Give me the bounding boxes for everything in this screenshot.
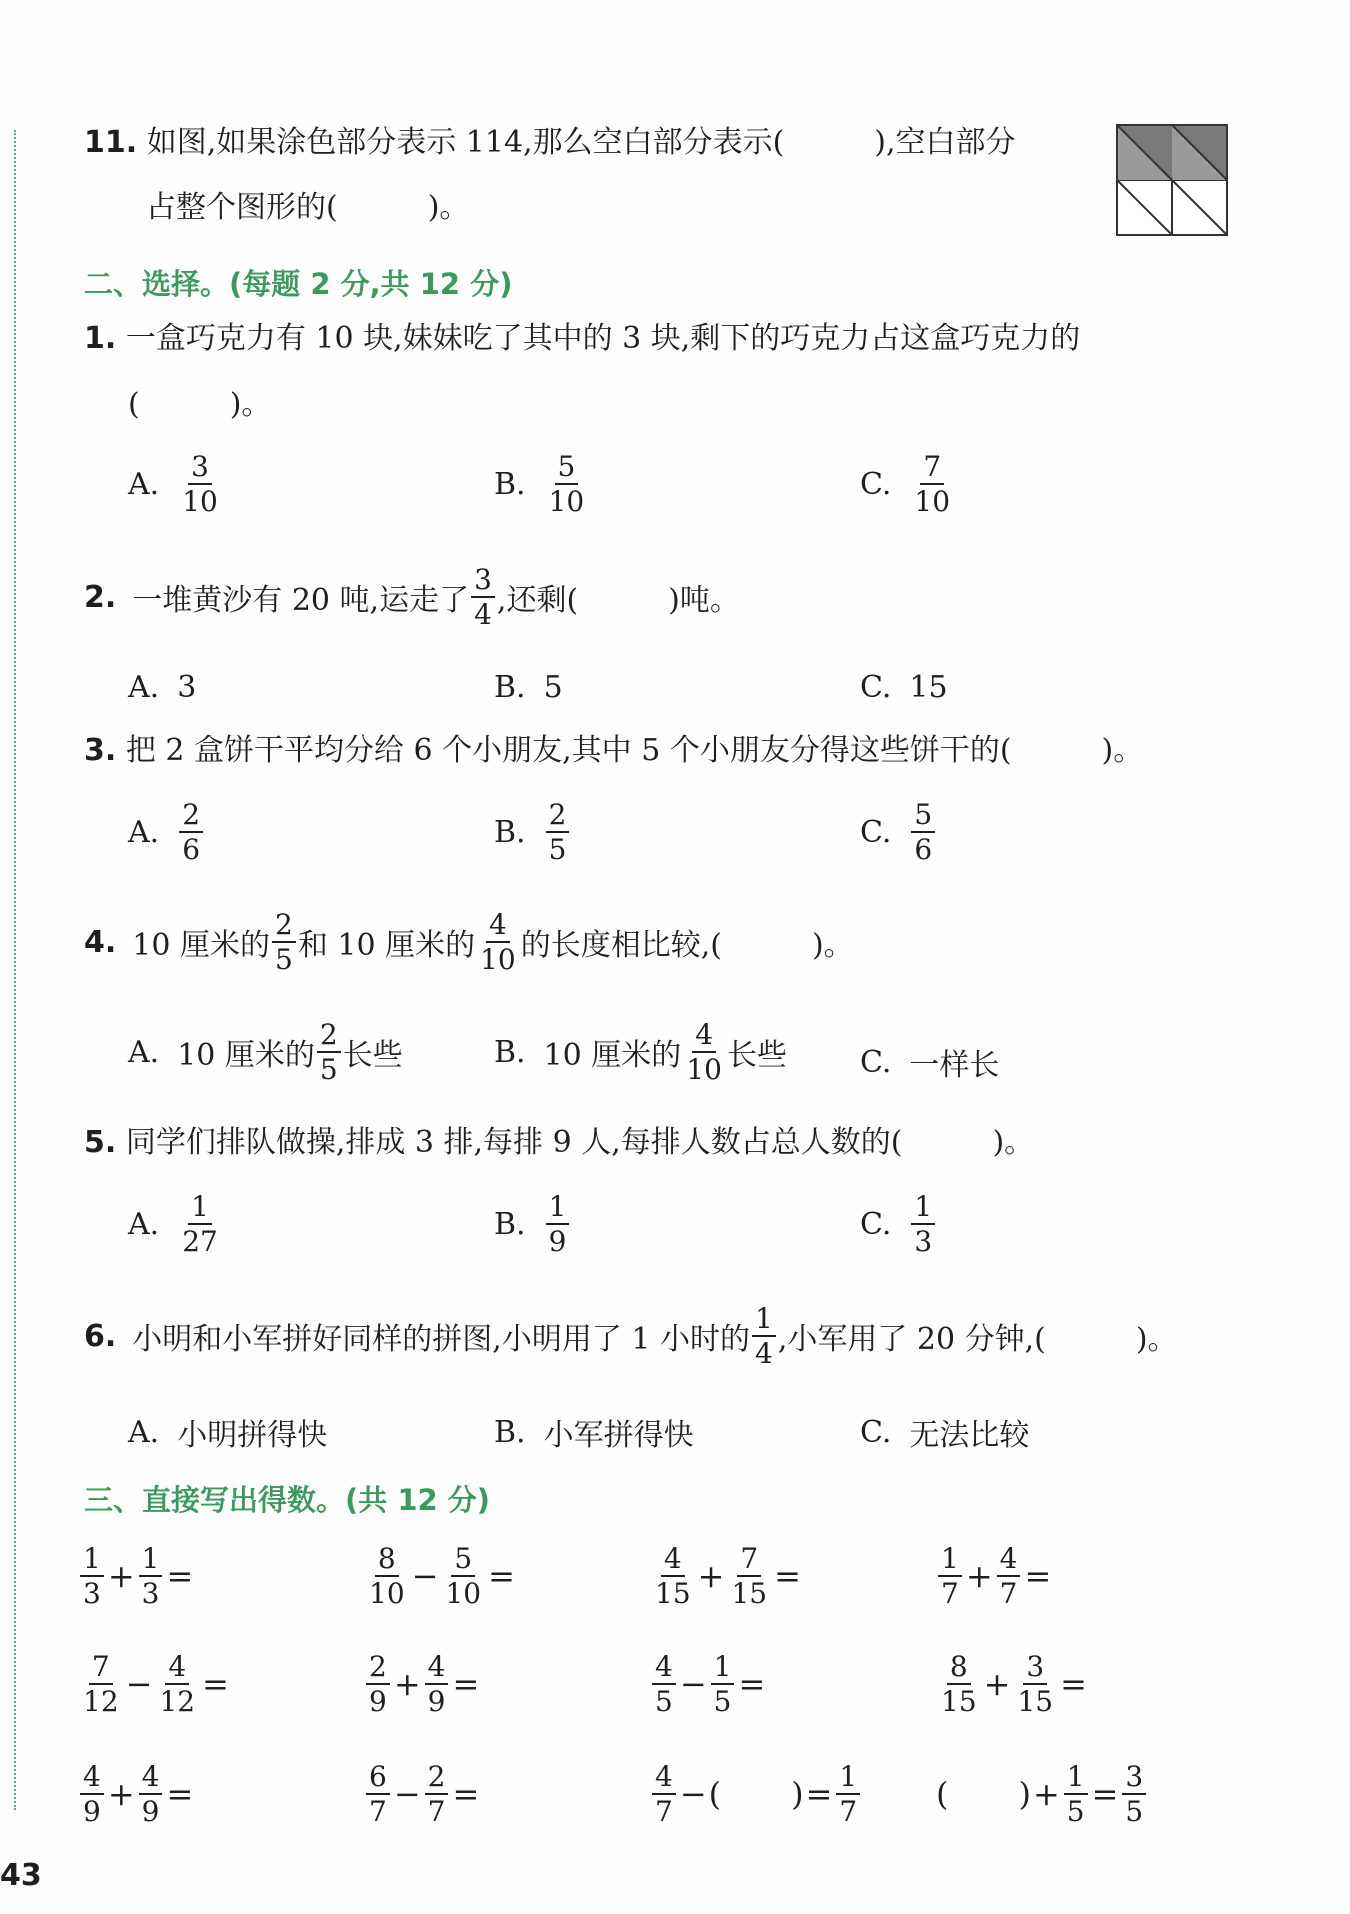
q6-line: 6. 小明和小军拼好同样的拼图,小明用了 1 小时的 $\frac{1}{4}$ ,小军用了 20 分钟,( )。 [84,1302,1178,1371]
fraction: $\frac{5}{10}$ [548,450,585,519]
q2-number: 2. [84,579,117,615]
q1-option-c[interactable] [860,452,955,517]
section-3-title: 三、直接写出得数。(共 12 分) [84,1483,491,1517]
calc-item-6: $\frac{2}{9}$ + $\frac{4}{9}$ = [364,1652,481,1717]
q11-line2: 占整个图形的( )。 [146,190,470,225]
option-letter: A. [128,466,160,502]
calc-item-2: $\frac{8}{10}$ − $\frac{5}{10}$ = [369,1542,515,1611]
calc-item-9: $\frac{4}{9}$ + $\frac{4}{9}$ = [78,1762,195,1827]
calc-item-10: $\frac{6}{7}$ − $\frac{2}{7}$ = [364,1762,481,1827]
q6-fraction: $\frac{1}{4}$ [752,1304,776,1369]
fraction: $\frac{5}{6}$ [911,800,935,865]
fraction: $\frac{3}{10}$ [182,450,218,519]
option-letter: C. [860,466,892,502]
q1-line1 [84,321,1081,356]
q5-option-a[interactable]: A. $\frac{1}{27}$ [128,1190,218,1259]
q3-option-c[interactable]: C. $\frac{5}{6}$ [860,800,937,865]
q1-option-a[interactable] [128,452,223,517]
q1-option-b[interactable] [494,452,589,517]
q4-number: 4. [84,924,117,960]
q2-line [84,565,740,630]
q11-number: 11. [84,125,138,160]
fraction: $\frac{2}{5}$ [546,800,570,865]
q6-option-c[interactable]: C. 无法比较 [860,1414,1030,1453]
q6-option-b[interactable]: B. 小军拼得快 [494,1414,694,1453]
q4-fraction-1: $\frac{2}{5}$ [272,910,296,975]
q2-option-a[interactable]: A. 3 [128,670,197,705]
fraction: $\frac{2}{6}$ [179,800,203,865]
q3-text: 把 2 盒饼干平均分给 6 个小朋友,其中 5 个小朋友分得这些饼干的( )。 [125,733,1144,768]
q1-line2: ( )。 [128,387,272,422]
q3-line [84,733,1144,768]
q5-line [84,1125,1035,1160]
q5-option-c[interactable]: C. $\frac{1}{3}$ [860,1192,937,1257]
calc-item-4: $\frac{1}{7}$ + $\frac{4}{7}$ = [936,1544,1053,1609]
q4-option-a[interactable]: A. 10 厘米的 $\frac{2}{5}$ 长些 [128,1018,403,1087]
calc-item-12: ( ) + $\frac{1}{5}$ = $\frac{3}{5}$ [936,1762,1148,1827]
q4-line: 4. 10 厘米的 $\frac{2}{5}$ 和 10 厘米的 $\frac{4}{10}$ 的长度相比较,( )。 [84,908,854,977]
calc-item-1: $\frac{1}{3}$ + $\frac{1}{3}$ = [78,1544,195,1609]
section-2-title: 二、选择。(每题 2 分,共 12 分) [84,267,513,301]
margin-dotted-line [14,130,16,1810]
calc-item-8: $\frac{8}{15}$ + $\frac{3}{15}$ = [941,1650,1087,1719]
q4-option-c[interactable]: C. 一样长 [860,1044,1000,1083]
q5-text: 同学们排队做操,排成 3 排,每排 9 人,每排人数占总人数的( )。 [125,1125,1035,1160]
q6-number: 6. [84,1318,117,1354]
calc-item-5: $\frac{7}{12}$ − $\frac{4}{12}$ = [83,1650,229,1719]
q1-number: 1. [84,321,117,356]
q1-text: 一盒巧克力有 10 块,妹妹吃了其中的 3 块,剩下的巧克力占这盒巧克力的 [125,321,1081,356]
q11-line1 [84,125,1016,160]
calc-item-3: $\frac{4}{15}$ + $\frac{7}{15}$ = [655,1542,801,1611]
q5-number: 5. [84,1125,117,1160]
q11-figure [1116,124,1228,236]
q4-fraction-2: $\frac{4}{10}$ [480,908,516,977]
q4-option-b[interactable]: B. 10 厘米的 $\frac{4}{10}$ 长些 [494,1018,787,1087]
fraction: $\frac{7}{10}$ [914,450,951,519]
q6-option-a[interactable]: A. 小明拼得快 [128,1414,328,1453]
q3-option-a[interactable]: A. $\frac{2}{6}$ [128,800,205,865]
q2-text-pre: 一堆黄沙有 20 吨,运走了 [132,583,470,619]
q2-option-c[interactable]: C. 15 [860,670,948,705]
q3-number: 3. [84,733,117,768]
calc-item-11: $\frac{4}{7}$ − ( ) = $\frac{1}{7}$ [650,1762,862,1827]
q11-text-1: 如图,如果涂色部分表示 114,那么空白部分表示( ),空白部分 [146,125,1016,160]
q2-text-post: ,还剩( )吨。 [496,583,740,619]
q2-option-b[interactable]: B. 5 [494,670,563,705]
q2-fraction: $\frac{3}{4}$ [471,565,495,630]
page-number: 43 [0,1858,42,1893]
q5-option-b[interactable]: B. $\frac{1}{9}$ [494,1192,571,1257]
q3-option-b[interactable]: B. $\frac{2}{5}$ [494,800,571,865]
option-letter: B. [494,466,526,502]
calc-item-7: $\frac{4}{5}$ − $\frac{1}{5}$ = [650,1652,767,1717]
